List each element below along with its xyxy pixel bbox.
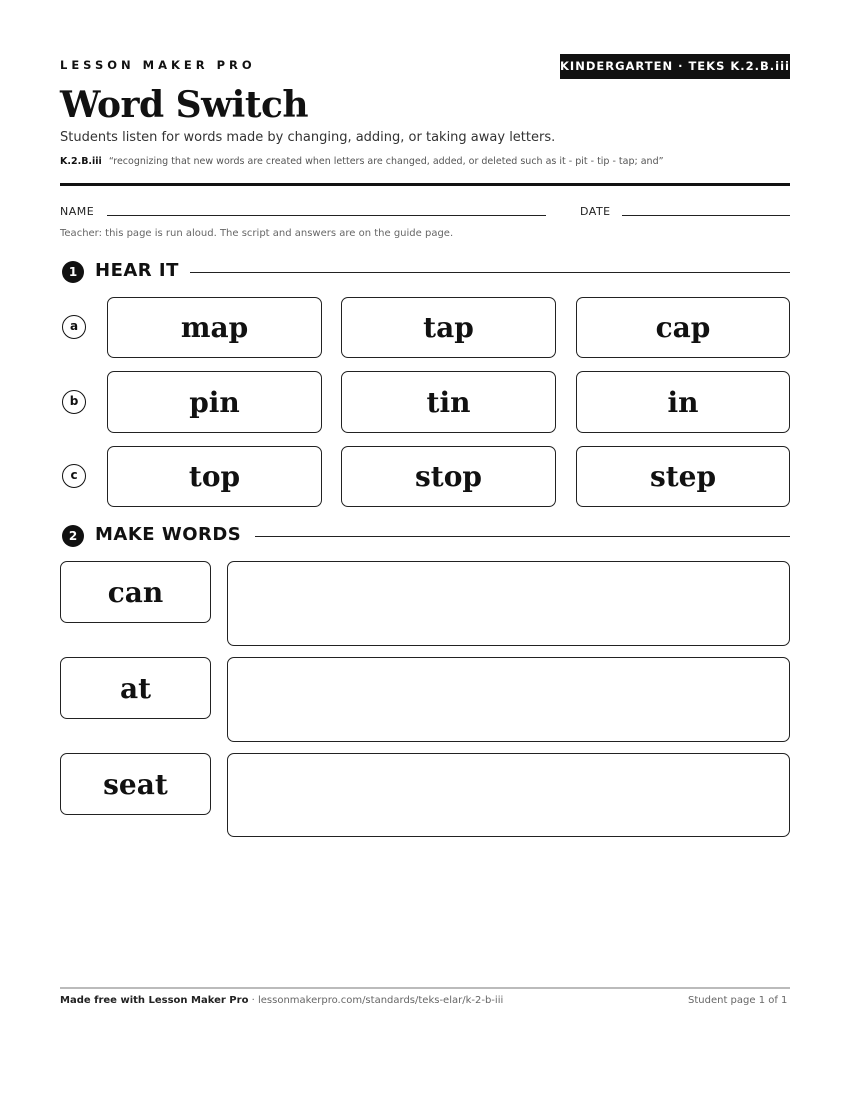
section-2-rule (255, 536, 790, 537)
word-card: cap (576, 297, 790, 358)
word-card: map (107, 297, 322, 358)
row-label-c: c (62, 464, 86, 488)
page-title: Word Switch (60, 84, 309, 126)
page-subtitle: Students listen for words made by changing, adding, or taking away letters. (60, 130, 556, 145)
word-card: tin (341, 371, 556, 433)
section-1-number: 1 (62, 261, 84, 283)
section-2-number: 2 (62, 525, 84, 547)
word-card: pin (107, 371, 322, 433)
word-card: in (576, 371, 790, 433)
date-field[interactable] (622, 215, 790, 216)
section-1-rule (190, 272, 790, 273)
start-word-card: can (60, 561, 211, 623)
header-divider (60, 183, 790, 186)
name-label: NAME (60, 205, 95, 218)
row-label-b: b (62, 390, 86, 414)
row-label-a: a (62, 315, 86, 339)
footer-credit (60, 995, 503, 1006)
grade-badge: KINDERGARTEN · TEKS K.2.B.iii (560, 54, 790, 79)
start-word-card: seat (60, 753, 211, 815)
answer-box[interactable] (227, 753, 790, 837)
word-card: tap (341, 297, 556, 358)
teacher-note: Teacher: this page is run aloud. The script and answers are on the guide page. (60, 228, 454, 239)
footer-page-number: Student page 1 of 1 (688, 995, 788, 1006)
word-card: top (107, 446, 322, 507)
date-label: DATE (580, 205, 611, 218)
answer-box[interactable] (227, 561, 790, 646)
standard-text: “recognizing that new words are created when letters are changed, added, or deleted such as it - pit - tip - tap; and” (108, 156, 664, 167)
start-word-card: at (60, 657, 211, 719)
section-1-title: HEAR IT (95, 260, 179, 281)
footer-url[interactable]: · lessonmakerpro.com/standards/teks-elar/k-2-b-iii (248, 995, 504, 1006)
answer-box[interactable] (227, 657, 790, 742)
footer-divider (60, 987, 790, 989)
standard-quote (60, 156, 664, 167)
word-card: stop (341, 446, 556, 507)
standard-code: K.2.B.iii (60, 156, 102, 167)
brand-name: LESSON MAKER PRO (60, 58, 256, 72)
name-field[interactable] (107, 215, 546, 216)
footer-made-with: Made free with Lesson Maker Pro (60, 995, 249, 1006)
section-2-title: MAKE WORDS (95, 524, 242, 545)
word-card: step (576, 446, 790, 507)
